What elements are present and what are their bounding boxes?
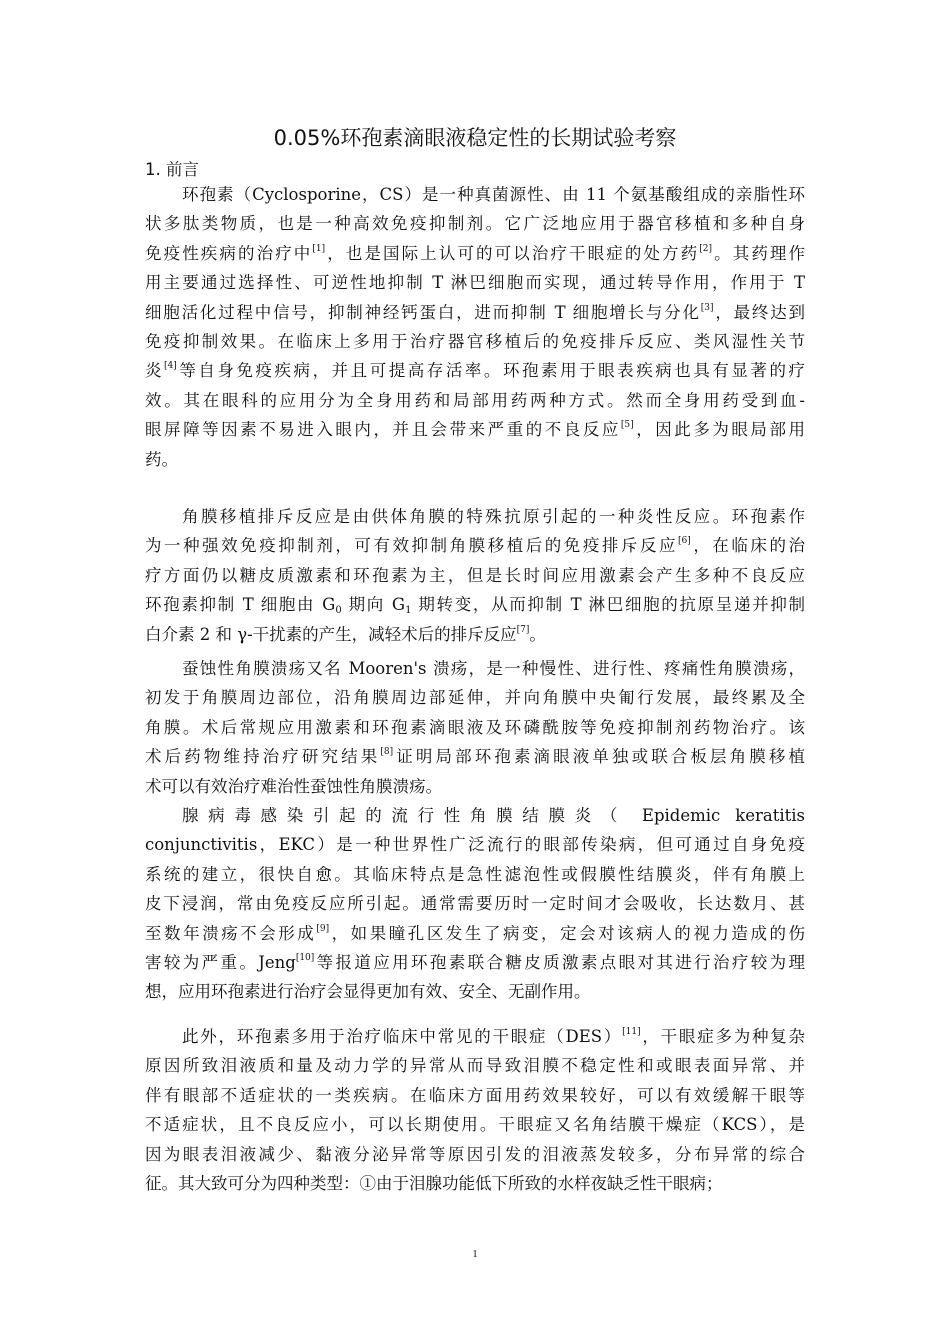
paragraph-1-line-8: 效。其在眼科的应用分为全身用药和局部用药两种方式。然而全身用药受到血- — [145, 390, 805, 410]
paragraph-3-line-3: 角膜。术后常规应用激素和环孢素滴眼液及环磷酰胺等免疫抑制剂药物治疗。该 — [145, 717, 805, 737]
document-title: 0.05%环孢素滴眼液稳定性的长期试验考察 — [273, 126, 677, 150]
paragraph-2-line-3: 疗方面仍以糖皮质激素和环孢素为主，但是长时间应用激素会产生多种不良反应 — [145, 565, 805, 585]
paragraph-1-line-4: 用主要通过选择性、可逆性地抑制 T 淋巴细胞而实现，通过转导作用，作用于 T — [145, 273, 805, 293]
paragraph-4-line-6: 害较为严重。Jeng[10]等报道应用环孢素联合糖皮质激素点眼对其进行治疗较为理 — [145, 953, 805, 972]
paragraph-1-line-6: 免疫抑制效果。在临床上多用于治疗器官移植后的免疫排斥反应、类风湿性关节 — [145, 332, 805, 351]
section-heading: 1. 前言 — [145, 160, 199, 179]
paragraph-2-line-4: 环孢素抑制 T 细胞由 $G_0$ 期向 $G_1$ 期转变，从而抑制 T 淋巴细胞的抗原呈递并抑制 — [145, 595, 805, 616]
paragraph-1-line-10: 药。 — [145, 449, 178, 469]
paragraph-1-line-1: 环孢素（Cyclosporine，CS）是一种真菌源性、由 11 个氨基酸组成的亲脂性环 — [182, 185, 805, 204]
paragraph-4-line-5: 至数年溃疡不会形成[9]，如果瞳孔区发生了病变，定会对该病人的视力造成的伤 — [145, 923, 805, 943]
paragraph-1-line-2: 状多肽类物质，也是一种高效免疫抑制剂。它广泛地应用于器官移植和多种自身 — [145, 214, 805, 234]
paragraph-1-line-9: 眼屏障等因素不易进入眼内，并且会带来严重的不良反应[5]，因此多为眼局部用 — [145, 420, 805, 440]
paragraph-4-line-7: 想，应用环孢素进行治疗会显得更加有效、安全、无副作用。 — [145, 982, 591, 1002]
paragraph-2-line-2: 为一种强效免疫抑制剂，可有效抑制角膜移植后的免疫排斥反应[6]，在临床的治 — [145, 536, 805, 556]
paragraph-1-line-5: 细胞活化过程中信号，抑制神经钙蛋白，进而抑制 T 细胞增长与分化[3]，最终达到 — [145, 302, 805, 322]
paragraph-4-line-3: 系统的建立，很快自愈。其临床特点是急性滤泡性或假膜性结膜炎，伴有角膜上 — [145, 864, 805, 884]
paragraph-3-line-5: 术可以有效治疗难治性蚕蚀性角膜溃疡。 — [145, 776, 442, 796]
paragraph-5-line-4: 不适症状，且不良反应小，可以长期使用。干眼症又名角结膜干燥症（KCS），是 — [145, 1115, 805, 1135]
paragraph-2-line-1: 角膜移植排斥反应是由供体角膜的特殊抗原引起的一种炎性反应。环孢素作 — [182, 507, 805, 526]
paragraph-4-line-4: 皮下浸润，常由免疫反应所引起。通常需要历时一定时间才会吸收，长达数月、甚 — [145, 894, 805, 914]
paragraph-4-line-2: conjunctivitis，EKC）是一种世界性广泛流行的眼部传染病，但可通过自身免疫 — [145, 835, 805, 855]
paragraph-3-line-2: 初发于角膜周边部位，沿角膜周边部延伸，并向角膜中央匍行发展，最终累及全 — [145, 688, 805, 708]
paragraph-5-line-5: 因为眼表泪液减少、黏液分泌异常等原因引发的泪液蒸发较多，分布异常的综合 — [145, 1144, 805, 1164]
paragraph-5-line-2: 原因所致泪液质和量及动力学的异常从而导致泪膜不稳定性和或眼表面异常、并 — [145, 1056, 805, 1076]
paragraph-5-line-6: 征。其大致可分为四种类型：①由于泪腺功能低下所致的水样夜缺乏性干眼病； — [145, 1174, 723, 1193]
paragraph-1-line-7: 炎[4]等自身免疫疾病，并且可提高存活率。环孢素用于眼表疾病也具有显著的疗 — [145, 361, 805, 381]
paragraph-3-line-4: 术后药物维持治疗研究结果[8]证明局部环孢素滴眼液单独或联合板层角膜移植 — [145, 747, 805, 767]
paragraph-4-line-1: 腺病毒感染引起的流行性角膜结膜炎（ Epidemic keratitis — [182, 806, 805, 825]
paragraph-5-line-3: 伴有眼部不适症状的一类疾病。在临床方面用药效果较好，可以有效缓解干眼等 — [145, 1085, 805, 1105]
paragraph-1-line-3: 免疫性疾病的治疗中[1]，也是国际上认可的可以治疗干眼症的处方药[2]。其药理作 — [145, 243, 805, 263]
page-number: 1 — [472, 1248, 478, 1260]
paragraph-3-line-1: 蚕蚀性角膜溃疡又名 Mooren's 溃疡，是一种慢性、进行性、疼痛性角膜溃疡， — [182, 659, 805, 678]
paragraph-2-line-5: 白介素 2 和 γ-干扰素的产生，减轻术后的排斥反应[7]。 — [145, 624, 546, 644]
paragraph-5-line-1: 此外，环孢素多用于治疗临床中常见的干眼症（DES）[11]，干眼症多为种复杂 — [182, 1027, 805, 1046]
